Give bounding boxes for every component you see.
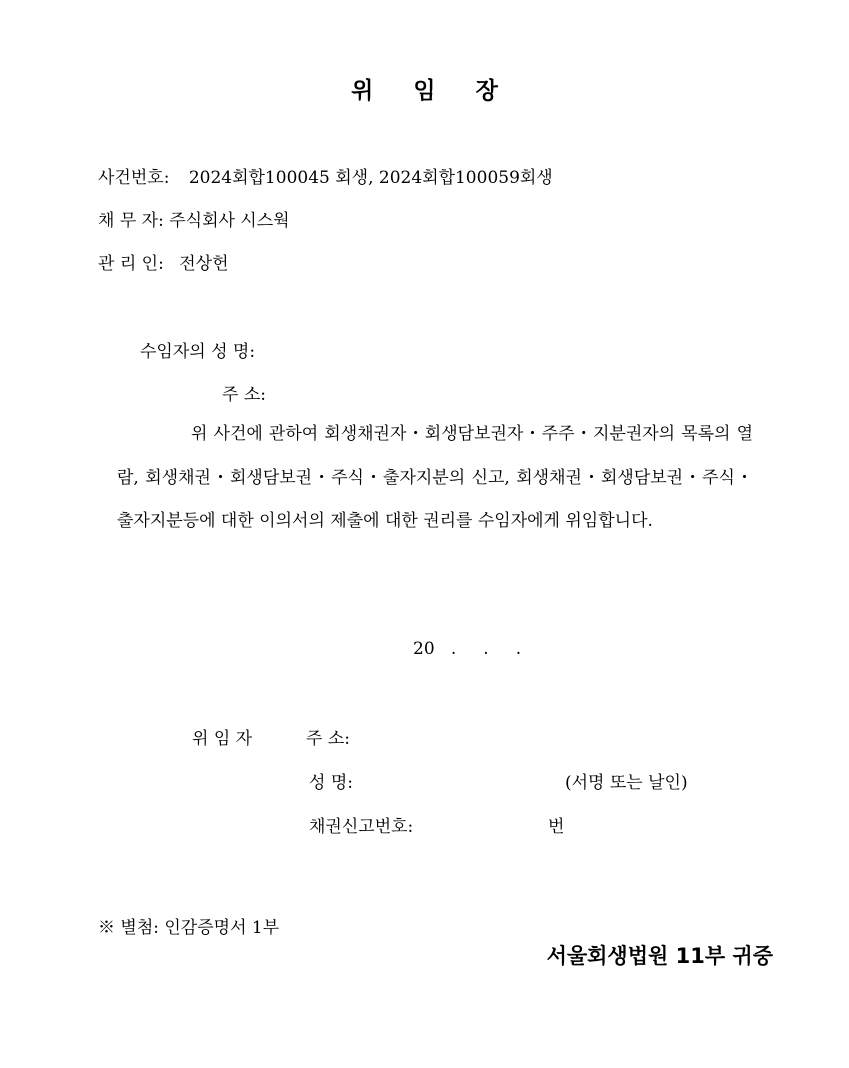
- case-number-value: 2024회합100045 회생, 2024회합100059회생: [188, 168, 553, 188]
- case-number-label: 사건번호:: [98, 168, 170, 188]
- attachment-note: ※ 별첨: 인감증명서 1부: [98, 918, 280, 938]
- manager-row: [98, 249, 229, 274]
- case-number-row: [98, 163, 553, 188]
- claim-number-suffix: 번: [548, 817, 565, 837]
- title-char-3: 장: [475, 77, 498, 104]
- date-line: 20 . . .: [413, 639, 522, 659]
- manager-label: 관 리 인:: [98, 254, 164, 274]
- court-addressee: 서울회생법원 11부 귀중: [546, 944, 773, 968]
- delegator-address-label: 주 소:: [306, 729, 350, 749]
- debtor-row: [98, 206, 290, 231]
- manager-value: 전상헌: [179, 254, 229, 274]
- delegator-name-label: 성 명:: [309, 773, 353, 793]
- debtor-value: 주식회사 시스웍: [169, 211, 290, 231]
- delegator-label: 위 임 자: [192, 729, 253, 749]
- claim-number-label: 채권신고번호:: [309, 817, 414, 837]
- delegate-address-label: 주 소:: [222, 385, 266, 405]
- sign-note: (서명 또는 날인): [565, 773, 688, 793]
- delegation-body: 위 사건에 관하여 회생채권자・회생담보권자・주주・지분권자의 목록의 열람, 회생채권・회생담보권・주식・출자지분의 신고, 회생채권・회생담보권・주식・출자지분등에 대한 이의서의 제출에 대한 권리를 수임자에게 위임합니다.: [117, 424, 753, 531]
- delegate-name-label: 수임자의 성 명:: [140, 342, 256, 362]
- debtor-label: 채 무 자:: [98, 211, 164, 231]
- title-char-1: 위: [351, 77, 374, 104]
- document-title: [0, 72, 849, 105]
- title-char-2: 임: [413, 77, 436, 104]
